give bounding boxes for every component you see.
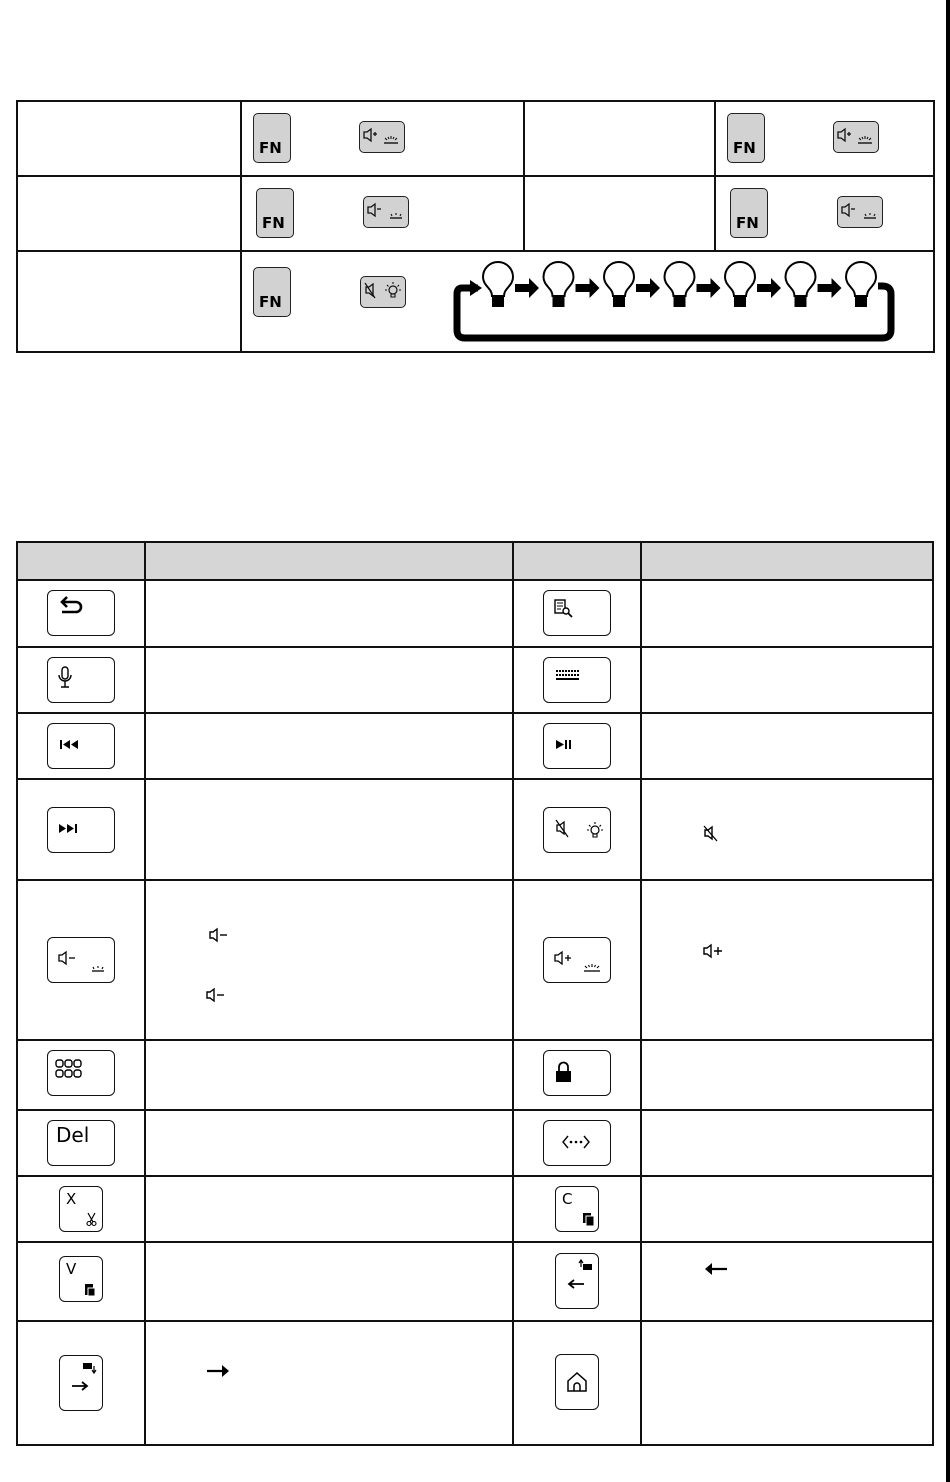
right-arrow-icon bbox=[697, 278, 721, 298]
left-arrow-icon bbox=[703, 1262, 729, 1276]
end-of-line-icon bbox=[60, 1356, 100, 1408]
copy-key bbox=[555, 1186, 599, 1232]
lightbulb-icon bbox=[786, 262, 816, 307]
cut-key bbox=[59, 1186, 103, 1232]
mute-backlight-key bbox=[543, 807, 611, 853]
speaker-minus-backlight-down-icon bbox=[838, 197, 882, 227]
next-track-key bbox=[47, 807, 115, 853]
volume-down-backlight-down-key bbox=[363, 196, 409, 228]
search-key bbox=[543, 590, 611, 636]
lightbulb-icon bbox=[665, 262, 695, 307]
end-of-line-key bbox=[59, 1355, 103, 1411]
speaker-plus-icon bbox=[702, 941, 726, 961]
volume-up-backlight-up-key bbox=[359, 121, 405, 153]
lightbulb-icon bbox=[846, 262, 876, 307]
voice-input-key bbox=[47, 657, 115, 703]
cut-key-label: X bbox=[66, 1190, 77, 1208]
back-arrow-icon bbox=[48, 591, 112, 633]
previous-track-icon bbox=[48, 724, 112, 766]
volume-down-backlight-down-key bbox=[47, 937, 115, 983]
volume-up-backlight-up-icon bbox=[544, 938, 608, 980]
volume-up-backlight-up-key bbox=[543, 937, 611, 983]
delete-key bbox=[47, 1120, 115, 1166]
speaker-plus-backlight-up-icon bbox=[834, 122, 878, 152]
fn-key: FN bbox=[253, 113, 291, 163]
lock-icon bbox=[544, 1051, 608, 1093]
volume-down-backlight-down-icon bbox=[48, 938, 112, 980]
copy-key-label: C bbox=[562, 1190, 573, 1208]
paste-key-label: V bbox=[66, 1260, 77, 1278]
delete-key-label: Del bbox=[56, 1123, 90, 1147]
speaker-plus-backlight-up-icon bbox=[360, 122, 404, 152]
speaker-mute-icon bbox=[702, 823, 722, 843]
lightbulb-icon bbox=[725, 262, 755, 307]
start-of-line-key bbox=[555, 1253, 599, 1309]
search-document-icon bbox=[544, 591, 608, 633]
lightbulb-icon bbox=[483, 262, 513, 307]
previous-track-key bbox=[47, 723, 115, 769]
right-arrow-icon bbox=[205, 1364, 231, 1378]
next-track-icon bbox=[48, 808, 112, 850]
fn-key: FN bbox=[727, 113, 765, 163]
table-header-row bbox=[16, 541, 933, 579]
app-grid-key bbox=[47, 1050, 115, 1096]
fn-key: FN bbox=[730, 188, 768, 238]
lightbulb-icon bbox=[544, 262, 574, 307]
switch-device-icon bbox=[544, 1121, 608, 1163]
start-of-line-icon bbox=[556, 1254, 596, 1306]
speaker-mute-backlight-cycle-icon bbox=[361, 277, 405, 307]
right-arrow-icon bbox=[757, 278, 781, 298]
right-arrow-icon bbox=[636, 278, 660, 298]
keyboard-icon bbox=[544, 658, 608, 700]
lightbulb-icon bbox=[604, 262, 634, 307]
lock-key bbox=[543, 1050, 611, 1096]
keyboard-key bbox=[543, 657, 611, 703]
play-pause-key bbox=[543, 723, 611, 769]
speaker-minus-backlight-down-icon bbox=[364, 197, 408, 227]
home-key bbox=[555, 1354, 599, 1410]
app-grid-icon bbox=[48, 1051, 112, 1093]
scissors-icon bbox=[84, 1211, 100, 1227]
switch-device-key bbox=[543, 1120, 611, 1166]
page-edge-rule bbox=[946, 0, 950, 1482]
copy-icon bbox=[580, 1211, 596, 1227]
mute-backlight-cycle-key bbox=[360, 276, 406, 308]
backlight-color-cycle-diagram bbox=[450, 258, 900, 346]
fn-key: FN bbox=[256, 188, 294, 238]
play-pause-icon bbox=[544, 724, 608, 766]
paste-key bbox=[59, 1256, 103, 1302]
speaker-minus-icon bbox=[208, 925, 232, 945]
home-icon bbox=[556, 1355, 596, 1407]
paste-icon bbox=[82, 1281, 98, 1297]
microphone-icon bbox=[48, 658, 112, 700]
volume-up-backlight-up-key bbox=[833, 121, 879, 153]
right-arrow-icon bbox=[576, 278, 600, 298]
speaker-minus-icon bbox=[205, 985, 229, 1005]
volume-down-backlight-down-key bbox=[837, 196, 883, 228]
right-arrow-icon bbox=[515, 278, 539, 298]
back-key bbox=[47, 590, 115, 636]
right-arrow-icon bbox=[818, 278, 842, 298]
fn-key: FN bbox=[253, 267, 291, 317]
mute-backlight-icon bbox=[544, 808, 608, 850]
